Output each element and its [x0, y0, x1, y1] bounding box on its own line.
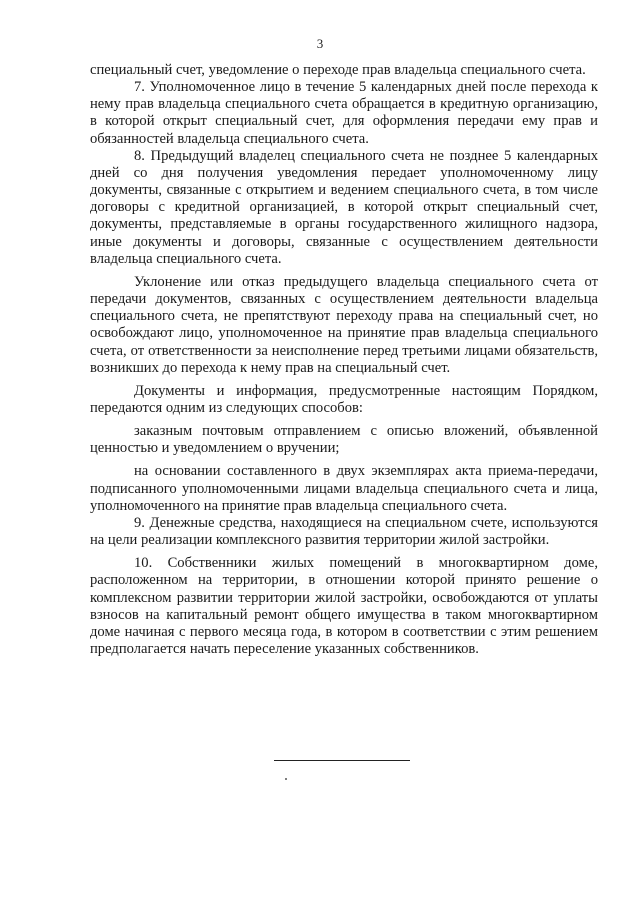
paragraph-evasion: Уклонение или отказ предыдущего владельца специального счета от передачи документов, связанных с осуществлением деятельности владельца специального счета, не препятствуют переходу права на специальный счет, но освобождают лицо, уполномоченное на принятие прав владельца специального счета, от ответственности за неисполнение перед третьими лицами обязательств, возникших до перехода к нему прав на специальный счет.: [90, 273, 598, 376]
paragraph-clause-10: 10. Собственники жилых помещений в многоквартирном доме, расположенном на территории, в отношении которой принято решение о комплексном развитии территории жилой застройки, освобождаются от уплаты взносов на капитальный ремонт общего имущества в таком многоквартирном доме начиная с первого месяца года, в котором в соответствии с этим решением предполагается начать переселение указанных собственников.: [90, 555, 598, 657]
paragraph-clause-8: 8. Предыдущий владелец специального счета не позднее 5 календарных дней со дня получения уведомления передает уполномоченному лицу документы, связанные с открытием и ведением специального счета, в том числе договоры с кредитной организацией, в которой открыт специальный счет, документы, представляемые в органы государственного жилищного надзора, иные документы и договоры, связанные с осуществлением деятельности владельца специального счета.: [90, 147, 598, 267]
paragraph-transfer-methods: Документы и информация, предусмотренные настоящим Порядком, передаются одним из следующих способов:: [90, 382, 598, 416]
document-body: [90, 62, 598, 658]
paragraph-method-act: на основании составленного в двух экземплярах акта приема-передачи, подписанного уполномоченными лицами владельца специального счета и лица, уполномоченного на принятие прав владельца специального счета.: [90, 463, 598, 514]
paragraph-clause-9: 9. Денежные средства, находящиеся на специальном счете, используются на цели реализации комплексного развития территории жилой застройки.: [90, 514, 598, 549]
scan-speck: [285, 778, 287, 780]
paragraph-continuation: специальный счет, уведомление о переходе прав владельца специального счета.: [90, 62, 586, 78]
paragraph-method-mail: заказным почтовым отправлением с описью вложений, объявленной ценностью и уведомлением о вручении;: [90, 423, 598, 457]
end-of-document-rule: [274, 760, 410, 761]
page-number: 3: [316, 36, 324, 51]
paragraph-clause-7: 7. Уполномоченное лицо в течение 5 календарных дней после перехода к нему прав владельца специального счета обращается в кредитную организацию, в которой открыт специальный счет, для оформления передачи ему прав и обязанностей владельца специального счета.: [90, 79, 598, 147]
